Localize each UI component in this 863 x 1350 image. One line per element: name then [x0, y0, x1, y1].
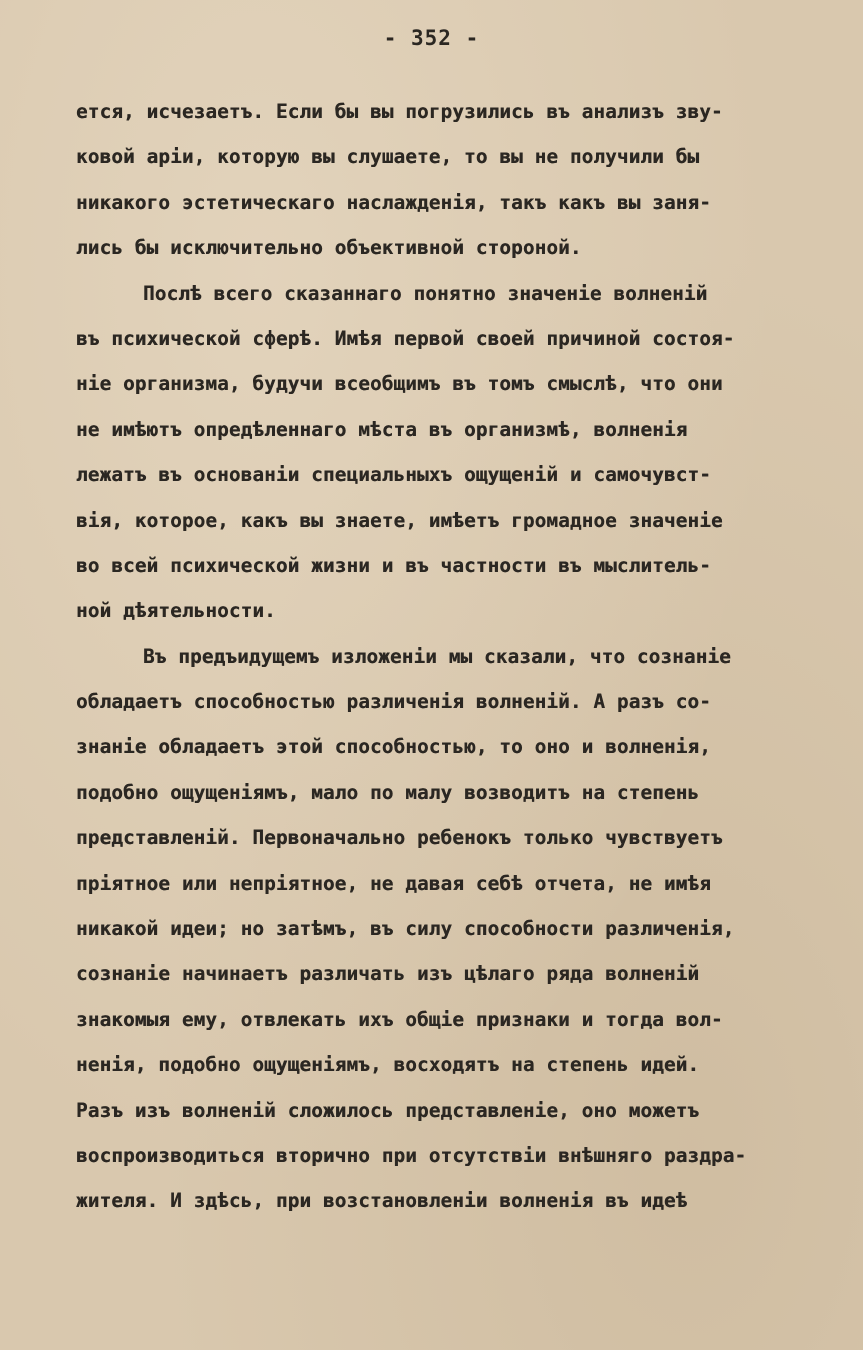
text-line: подобно ощущенiямъ, мало по малу возводитъ на степень — [76, 780, 700, 804]
text-line: никакой идеи; но затѣмъ, въ силу способности различенiя, — [76, 917, 735, 941]
text-line: знакомыя ему, отвлекать ихъ общiе признаки и тогда вол- — [76, 1007, 723, 1031]
text-body — [76, 95, 851, 1230]
text-line: прiятное или непрiятное, не давая себѣ отчета, не имѣя — [76, 871, 711, 895]
text-line: вiя, которое, какъ вы знаете, имѣетъ громадное значенiе — [76, 508, 723, 532]
text-line: въ психической сферѣ. Имѣя первой своей причиной состоя- — [76, 326, 735, 350]
text-line: воспроизводиться вторично при отсутствiи внѣшняго раздра- — [76, 1143, 747, 1167]
text-line: лись бы исключительно объективной стороной. — [76, 236, 582, 260]
text-line: обладаетъ способностью различенiя волненiй. А разъ со- — [76, 690, 711, 714]
text-line: знанiе обладаетъ этой способностью, то оно и волненiя, — [76, 735, 711, 759]
text-line: сознанiе начинаетъ различать изъ цѣлаго ряда волненiй — [76, 962, 700, 986]
text-line: ется, исчезаетъ. Если бы вы погрузились въ анализъ зву- — [76, 100, 723, 123]
text-line: Разъ изъ волненiй сложилось представленiе, оно можетъ — [76, 1098, 700, 1122]
text-line: представленiй. Первоначально ребенокъ только чувствуетъ — [76, 826, 723, 850]
text-line: жителя. И здѣсь, при возстановленiи волненiя въ идеѣ — [76, 1189, 688, 1213]
text-line: ковой арiи, которую вы слушаете, то вы не получили бы — [76, 145, 700, 169]
page-number: - 352 - — [383, 26, 480, 50]
text-line: Послѣ всего сказаннаго понятно значенiе волненiй — [143, 281, 708, 305]
text-line: никакого эстетическаго наслажденiя, такъ какъ вы заня- — [76, 190, 711, 214]
text-line: нiе организма, будучи всеобщимъ въ томъ смыслѣ, что они — [76, 372, 723, 396]
text-line: лежатъ въ основанiи специальныхъ ощущенiй и самочувст- — [76, 463, 711, 487]
text-line: ной дѣятельности. — [76, 599, 276, 623]
text-line: ненiя, подобно ощущенiямъ, восходятъ на степень идей. — [76, 1053, 700, 1077]
text-line: во всей психической жизни и въ частности въ мыслитель- — [76, 553, 711, 577]
text-line: Въ предъидущемъ изложенiи мы сказали, что сознанiе — [143, 644, 731, 668]
text-line: не имѣютъ опредѣленнаго мѣста въ организмѣ, волненiя — [76, 417, 688, 441]
